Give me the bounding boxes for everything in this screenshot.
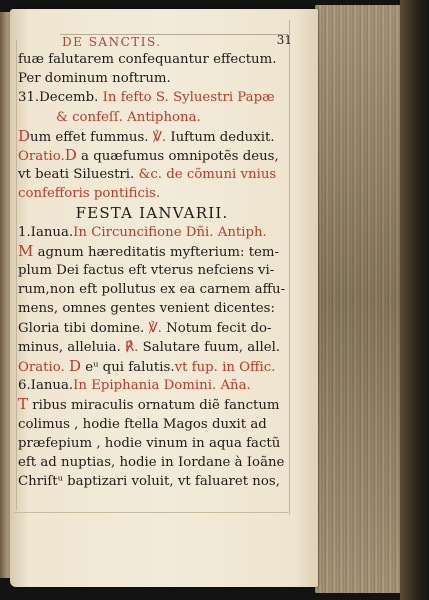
text-block: [18, 50, 286, 491]
red-initial: D: [18, 126, 31, 145]
section-heading: FESTA IANVARII.: [75, 203, 229, 222]
text-line: 1.Ianua.In Circuncifione Dñi. Antiph.: [18, 224, 267, 240]
book-cover-edge: [400, 0, 429, 600]
text-line: Chriſtᵘ baptizari voluit, vt faluaret nos,: [18, 474, 280, 490]
red-initial: T: [18, 395, 29, 414]
text-line: rum,non eft pollutus ex ea carnem affu-: [18, 282, 286, 298]
red-initial: D: [69, 357, 82, 375]
text-line: Oratio.D a quæfumus omnipotẽs deus,: [18, 145, 279, 164]
text-line: M agnum hæreditatis myfterium: tem-: [18, 241, 280, 260]
text-line: T ribus miraculis ornatum diẽ fanctum: [18, 395, 280, 414]
bottom-rule: [14, 512, 288, 513]
text-line: vt beati Siluestri. &c. de cõmuni vnius: [18, 167, 277, 183]
running-title: DE SANCTIS.: [62, 35, 162, 49]
text-line: eft ad nuptias, hodie in Iordane à Ioãne: [18, 454, 285, 470]
text-line: mens, omnes gentes venient dicentes:: [18, 301, 275, 317]
page-number: 31: [276, 33, 292, 47]
text-line: confefforis pontificis.: [18, 186, 161, 202]
text-line: Gloria tibi domine. ℣. Notum fecit do-: [18, 320, 272, 336]
text-line: Per dominum noftrum.: [18, 71, 171, 87]
text-line: Dum effet fummus. ℣. Iuftum deduxit.: [18, 126, 275, 145]
text-line: minus, alleluia. ℟. Salutare fuum, allel.: [18, 339, 281, 355]
red-initial: D: [64, 145, 77, 164]
text-line: plum Dei factus eft vterus nefciens vi-: [18, 263, 275, 279]
left-margin-rule: [16, 40, 17, 510]
text-line: colimus , hodie ftella Magos duxit ad: [18, 416, 267, 432]
red-initial: M: [18, 241, 34, 260]
right-margin-rule: [289, 20, 290, 515]
text-line: fuæ falutarem confequantur effectum.: [18, 52, 277, 67]
text-line: & confeſſ. Antiphona.: [56, 109, 201, 125]
text-line: præfepium , hodie vinum in aqua factũ: [18, 435, 281, 451]
text-line: 6.Ianua.In Epiphania Domini. Aña.: [18, 378, 251, 394]
text-line: Oratio. D eᵘ qui falutis.vt fup. in Offic.: [18, 357, 276, 375]
text-line: 31.Decemb. In fefto S. Syluestri Papæ: [18, 90, 275, 106]
